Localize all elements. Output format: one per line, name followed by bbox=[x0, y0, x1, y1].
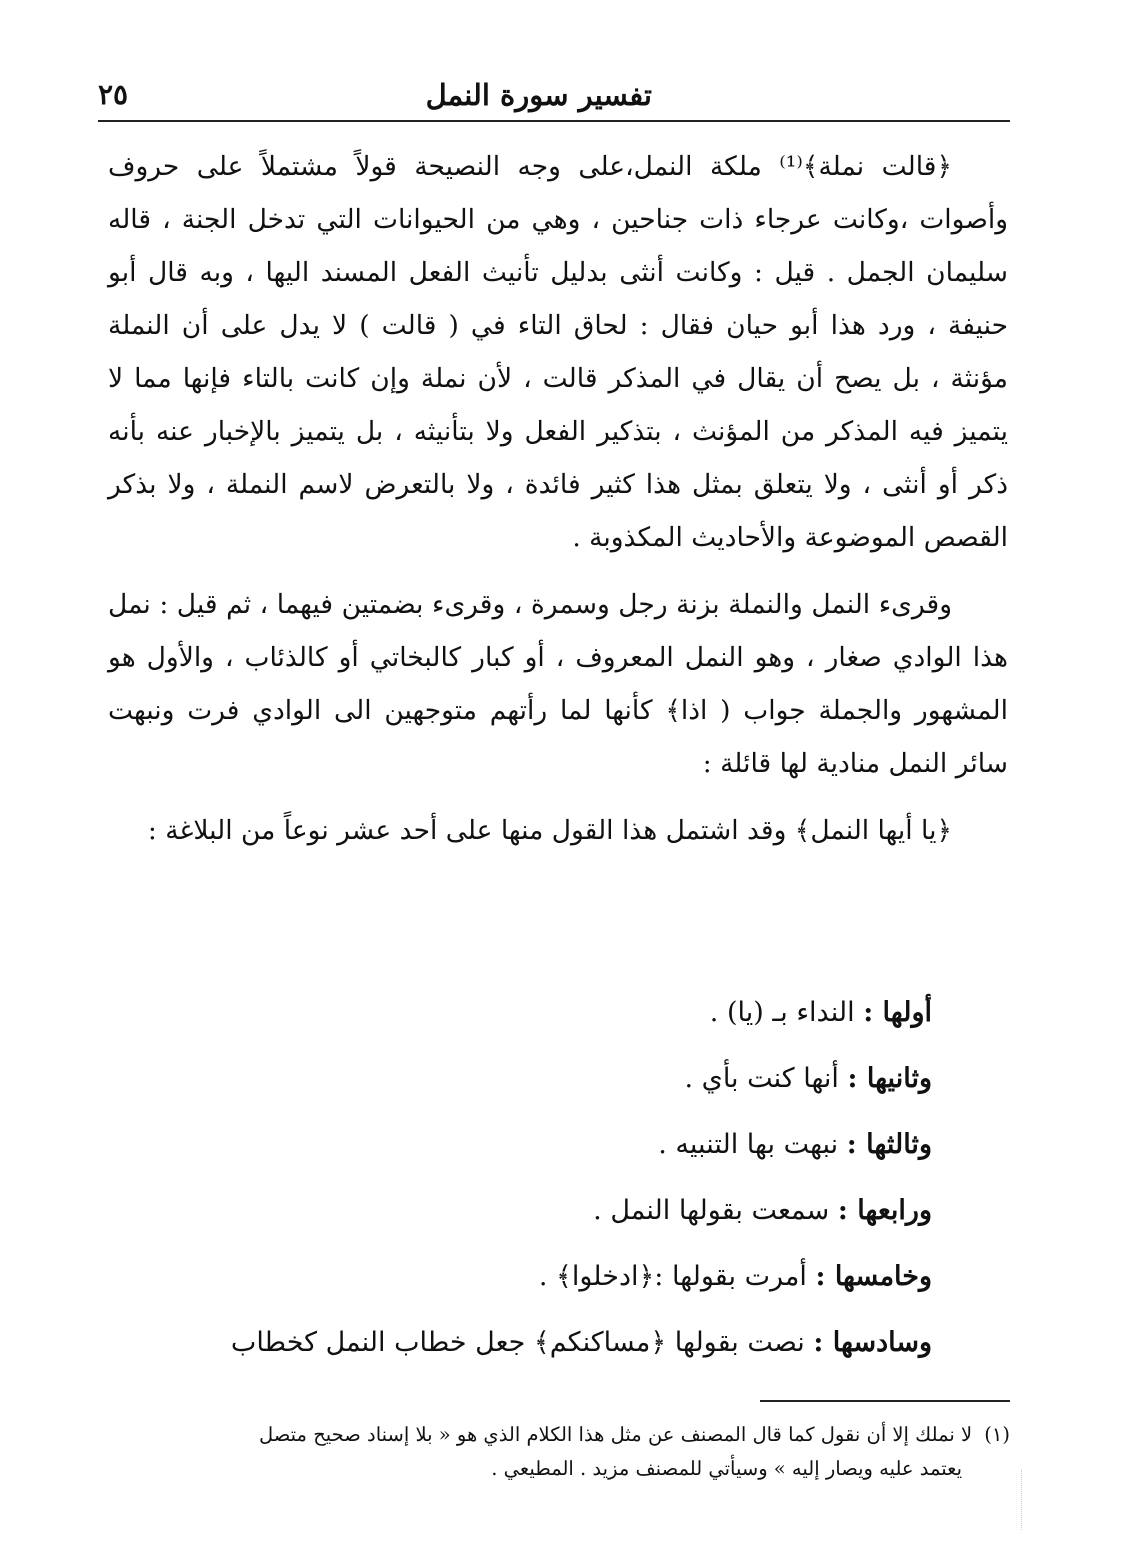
footnote-number: (١) bbox=[984, 1423, 1010, 1446]
main-text bbox=[108, 140, 1008, 857]
list-item bbox=[112, 1046, 932, 1112]
page-number: ٢٥ bbox=[98, 78, 129, 111]
list-item bbox=[112, 1112, 932, 1178]
footnote-rule bbox=[760, 1400, 1010, 1402]
scan-artifact bbox=[1017, 1470, 1022, 1530]
footnote bbox=[108, 1418, 1010, 1486]
list-item-text: أنها كنت بأي . bbox=[684, 1063, 839, 1094]
list-item-text: أمرت بقولها :﴿ادخلوا﴾ . bbox=[538, 1261, 807, 1292]
list-item bbox=[112, 1310, 932, 1376]
list-item-text: سمعت بقولها النمل . bbox=[593, 1195, 830, 1226]
list-item-label: أولها : bbox=[863, 997, 932, 1028]
list-item bbox=[112, 1244, 932, 1310]
footnote-line-2: يعتمد عليه ويصار إليه » وسيأتي للمصنف مزيد . المطيعي . bbox=[491, 1457, 962, 1480]
paragraph-2: وقرىء النمل والنملة بزنة رجل وسمرة ، وقرىء بضمتين فيهما ، ثم قيل : نمل هذا الوادي صغار ، وهو النمل المعروف ، أو كبار كالبخاتي أو كالذئاب ، والأول هو المشهور والجملة جواب ( اذا﴾ كأنها لما رأتهم متوجهين الى الوادي فرت ونبهت سائر النمل منادية لها قائلة : bbox=[108, 589, 1008, 779]
list-item-label: وثانيها : bbox=[847, 1063, 932, 1094]
list-item-text: نبهت بها التنبيه . bbox=[658, 1129, 839, 1160]
list-item-label: وسادسها : bbox=[813, 1327, 932, 1358]
list-item-text: النداء بـ (يا) . bbox=[709, 997, 855, 1028]
running-head bbox=[98, 76, 1010, 116]
page-title: تفسير سورة النمل bbox=[425, 78, 652, 112]
paragraph-1: ﴿قالت نملة﴾⁽¹⁾ ملكة النمل،على وجه النصيحة قولاً مشتملاً على حروف وأصوات ،وكانت عرجاء ذات جناحين ، وهي من الحيوانات التي تدخل الجنة ، قاله سليمان الجمل . قيل : وكانت أنثى بدليل تأنيث الفعل المسند اليها ، وبه قال أبو حنيفة ، ورد هذا أبو حيان فقال : لحاق التاء في ( قالت ) لا يدل على أن النملة مؤنثة ، بل يصح أن يقال في المذكر قالت ، لأن نملة وإن كانت بالتاء فإنها مما لا يتميز فيه المذكر من المؤنث ، بتذكير الفعل ولا بتأنيثه ، بل يتميز بالإخبار عنه بأنه ذكر أو أنثى ، ولا يتعلق بمثل هذا كثير فائدة ، ولا بالتعرض لاسم النملة ، ولا بذكر القصص الموضوعة والأحاديث المكذوبة . bbox=[108, 151, 1008, 553]
footnote-line-1 bbox=[108, 1418, 1010, 1452]
list-item-label: وثالثها : bbox=[846, 1129, 932, 1160]
list-item-label: وخامسها : bbox=[815, 1261, 932, 1292]
header-rule bbox=[98, 120, 1010, 122]
list-item bbox=[112, 1178, 932, 1244]
list-item-text: نصت بقولها ﴿مساكنكم﴾ جعل خطاب النمل كخطاب bbox=[230, 1327, 805, 1358]
rhetoric-list bbox=[112, 980, 932, 1376]
footnote-text-1: لا نملك إلا أن نقول كما قال المصنف عن مثل هذا الكلام الذي هو « بلا إسناد صحيح متصل bbox=[259, 1423, 973, 1446]
paragraph-3: ﴿يا أيها النمل﴾ وقد اشتمل هذا القول منها على أحد عشر نوعاً من البلاغة : bbox=[147, 815, 952, 846]
list-item-label: ورابعها : bbox=[837, 1195, 932, 1226]
list-item bbox=[112, 980, 932, 1046]
